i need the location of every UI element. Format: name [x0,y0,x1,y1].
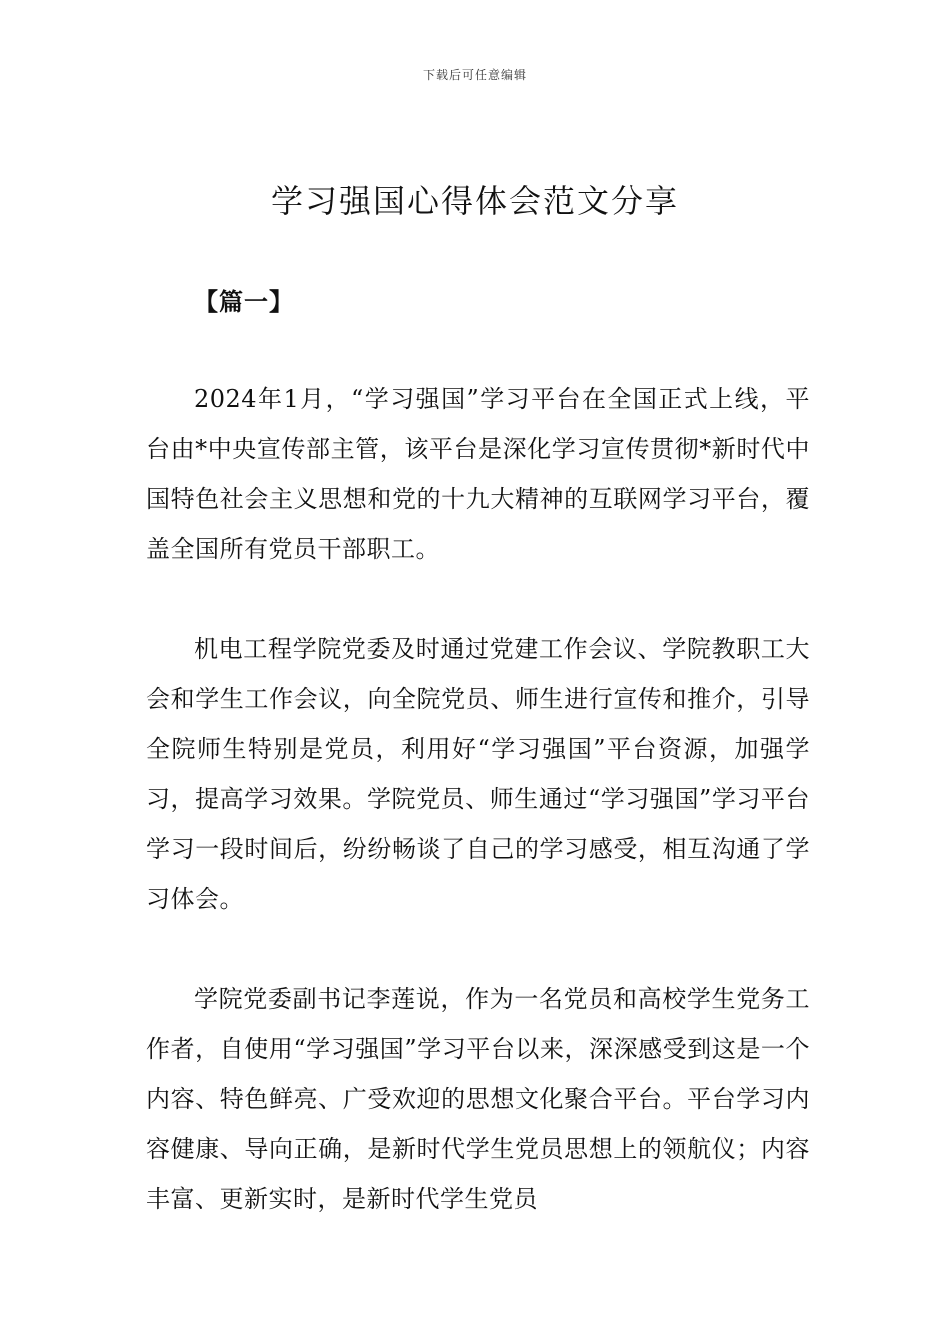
paragraph-1: 2024年1月，“学习强国”学习平台在全国正式上线，平台由*中央宣传部主管，该平台是深化学习宣传贯彻*新时代中国特色社会主义思想和党的十九大精神的互联网学习平台，覆盖全国所有党员干部职工。 [146,385,810,563]
section-label: 【篇一】 [194,287,294,316]
header-note: 下载后可任意编辑 [422,68,527,82]
paragraph-3: 学院党委副书记李莲说，作为一名党员和高校学生党务工作者，自使用“学习强国”学习平台以来，深深感受到这是一个内容、特色鲜亮、广受欢迎的思想文化聚合平台。平台学习内容健康、导向正确，是新时代学生党员思想上的领航仪；内容丰富、更新实时，是新时代学生党员 [146,985,810,1213]
body-text [146,374,810,1274]
paragraph-2: 机电工程学院党委及时通过党建工作会议、学院教职工大会和学生工作会议，向全院党员、师生进行宣传和推介，引导全院师生特别是党员，利用好“学习强国”平台资源，加强学习，提高学习效果。学院党员、师生通过“学习强国”学习平台学习一段时间后，纷纷畅谈了自己的学习感受，相互沟通了学习体会。 [146,635,810,913]
document-title: 学习强国心得体会范文分享 [270,182,679,220]
